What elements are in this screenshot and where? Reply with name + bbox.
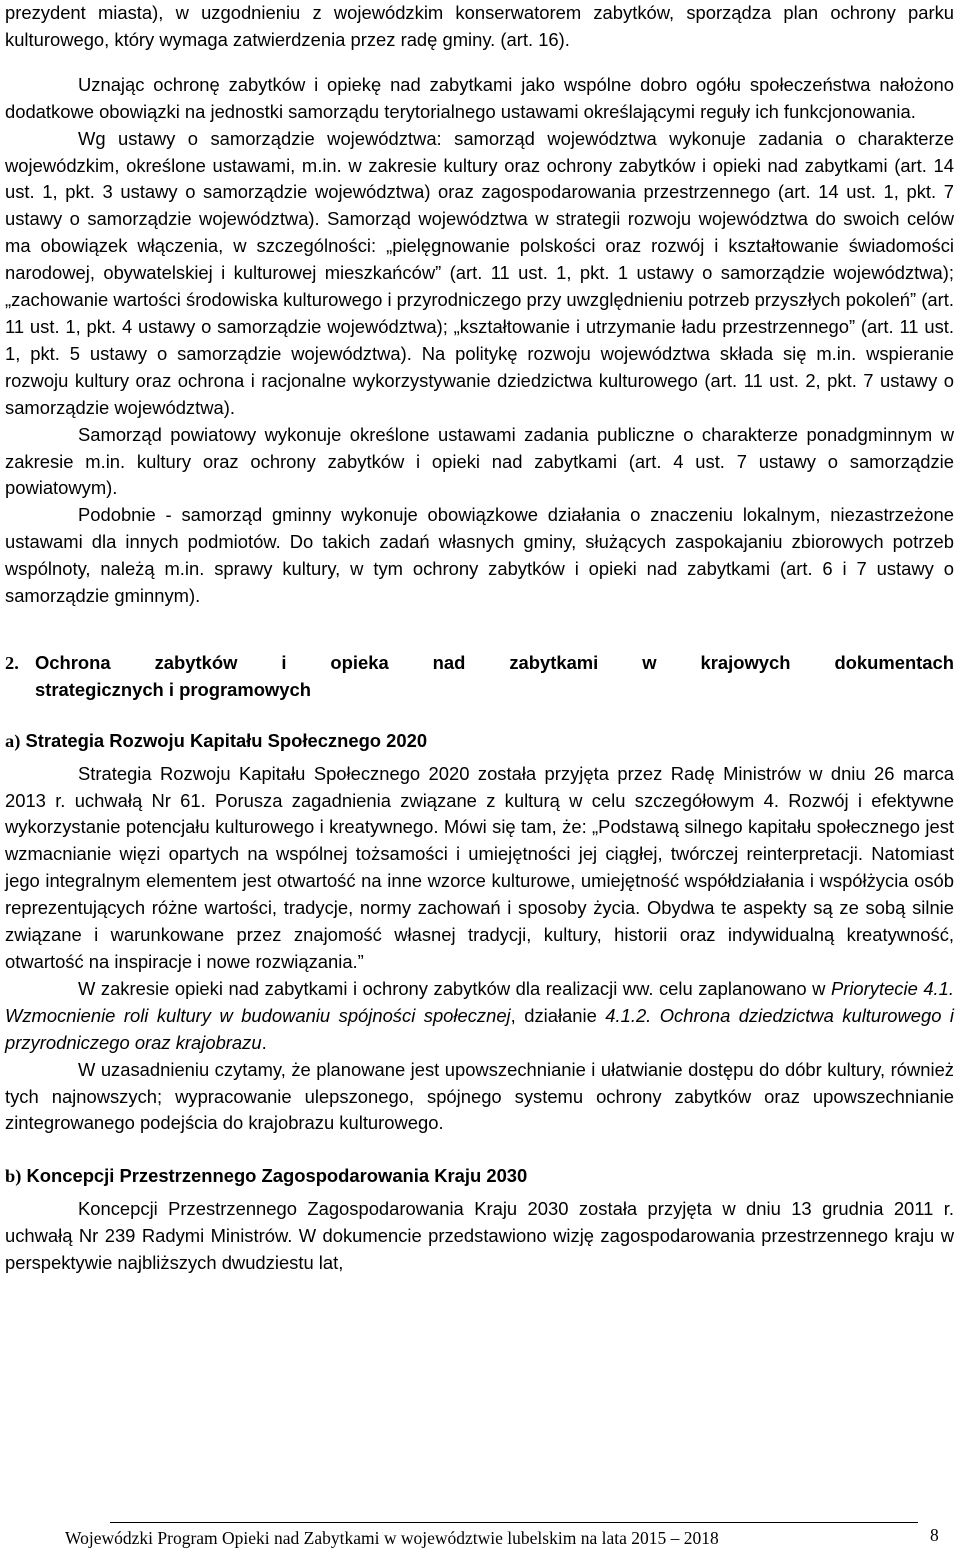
text-run: W zakresie opieki nad zabytkami i ochrony zabytków dla realizacji ww. celu zaplanowano w xyxy=(78,977,831,999)
italic-run: 4.1.2. Ochrona dziedzictwa kulturowego i przyrodniczego oraz krajobrazu xyxy=(5,1004,954,1053)
section-number: 2. xyxy=(5,652,19,673)
paragraph: Samorząd powiatowy wykonuje określone ustawami zadania publiczne o charakterze ponadgminnym w zakresie m.in. kultury oraz ochrony zabytków i opieki nad zabytkami (art. 4 ust. 7 ustawy o samorządzie powiatowym). xyxy=(5,423,954,499)
section-title-line: strategicznych i programowych xyxy=(35,678,311,700)
section-title xyxy=(35,650,954,704)
paragraph: Uznając ochronę zabytków i opiekę nad zabytkami jako wspólne dobro ogółu społeczeństwa nałożono dodatkowe obowiązki na jednostki samorządu terytorialnego ustawami określającymi reguły ich funkcjonowania. xyxy=(5,73,954,122)
paragraph: Strategia Rozwoju Kapitału Społecznego 2020 została przyjęta przez Radę Ministrów w dniu 26 marca 2013 r. uchwałą Nr 61. Porusza zagadnienia związane z kulturą w celu szczegółowym 4. Rozwój i efektywne wykorzystanie potencjału kulturowego i kreatywnego. Mówi się tam, że: „Podstawą silnego kapitału społecznego jest wzmacnianie więzi opartych na wspólnej tożsamości i umiejętności jej ciągłej, twórczej reinterpretacji. Natomiast jego integralnym elementem jest otwartość na inne wzorce kulturowe, umiejętność współdziałania i współżycia osób reprezentujących różne wartości, tradycje, normy zachowań i sposoby życia. Obydwa te aspekty są ze sobą silnie związane i warunkowane przez znajomość własnej tradycji, kultury, historii oraz indywidualną kreatywność, otwartość na inspiracje i nowe rozwiązania.” xyxy=(5,762,954,972)
subsection-heading xyxy=(5,728,954,755)
page-footer xyxy=(0,1518,960,1553)
spacer xyxy=(5,54,954,72)
text-run: . xyxy=(261,1031,267,1053)
subsection-heading xyxy=(5,1163,954,1190)
subsection-letter: b) xyxy=(5,1166,22,1187)
text-run: , działanie xyxy=(510,1004,606,1026)
spacer xyxy=(5,1137,954,1163)
spacer xyxy=(5,610,954,650)
section-title-line: Ochrona zabytków i opieka nad zabytkami w krajowych dokumentach xyxy=(35,651,954,673)
subsection-title: Koncepcji Przestrzennego Zagospodarowania Kraju 2030 xyxy=(26,1165,528,1187)
paragraph: W uzasadnieniu czytamy, że planowane jest upowszechnianie i ułatwianie dostępu do dóbr kultury, również tych najnowszych; wypracowanie ulepszonego, spójnego systemu ochrony zabytków oraz upowszechnianie zintegrowanego podejścia do krajobrazu kulturowego. xyxy=(5,1058,954,1134)
paragraph: Wg ustawy o samorządzie województwa: samorząd województwa wykonuje zadania o charakterze wojewódzkim, określone ustawami, m.in. w zakresie kultury oraz ochrony zabytków i opieki nad zabytkami (art. 14 ust. 1, pkt. 3 ustawy o samorządzie województwa) oraz zagospodarowania przestrzennego (art. 14 ust. 1, pkt. 7 ustawy o samorządzie województwa). Samorząd województwa w strategii rozwoju województwa do swoich celów ma obowiązek włączenia, w szczególności: „pielęgnowanie polskości oraz rozwój i kształtowanie świadomości narodowej, obywatelskiej i kulturowej mieszkańców” (art. 11 ust. 1, pkt. 1 ustawy o samorządzie województwa); „zachowanie wartości środowiska kulturowego i przyrodniczego przy uwzględnieniu potrzeb przyszłych pokoleń” (art. 11 ust. 1, pkt. 4 ustawy o samorządzie województwa); „kształtowanie i utrzymanie ładu przestrzennego” (art. 11 ust. 1, pkt. 5 ustawy o samorządzie województwa). Na politykę rozwoju województwa składa się m.in. wspieranie rozwoju kultury oraz ochrona i racjonalne wykorzystywanie dziedzictwa kulturowego (art. 11 ust. 2, pkt. 7 ustawy o samorządzie województwa). xyxy=(5,127,954,418)
paragraph: Koncepcji Przestrzennego Zagospodarowania Kraju 2030 została przyjęta w dniu 13 grudnia 2011 r. uchwałą Nr 239 Radymi Ministrów. W dokumencie przedstawiono wizję zagospodarowania przestrzennego kraju w perspektywie najbliższych dwudziestu lat, xyxy=(5,1198,954,1274)
spacer xyxy=(5,704,954,728)
subsection-letter: a) xyxy=(5,730,21,751)
footer-rule xyxy=(110,1522,918,1523)
paragraph: Podobnie - samorząd gminny wykonuje obowiązkowe działania o znaczeniu lokalnym, niezastrzeżone ustawami dla innych podmiotów. Do takich zadań własnych gminy, służących zaspokajaniu zbiorowych potrzeb wspólnoty, należą m.in. sprawy kultury, w tym ochrony zabytków i opieki nad zabytkami (art. 6 i 7 ustawy o samorządzie gminnym). xyxy=(5,504,954,607)
paragraph-continuation: prezydent miasta), w uzgodnieniu z wojewódzkim konserwatorem zabytków, sporządza plan ochrony parku kulturowego, który wymaga zatwierdzenia przez radę gminy. (art. 16). xyxy=(5,2,954,50)
subsection-title: Strategia Rozwoju Kapitału Społecznego 2020 xyxy=(25,729,428,751)
page-number: 8 xyxy=(930,1525,939,1545)
italic-run: Priorytecie 4.1. Wzmocnienie roli kultury w budowaniu spójności społecznej xyxy=(5,977,955,1026)
footer-text: Wojewódzki Program Opieki nad Zabytkami w województwie lubelskim na lata 2015 – 2018 xyxy=(65,1528,719,1548)
paragraph xyxy=(5,976,954,1057)
section-heading xyxy=(5,650,954,704)
